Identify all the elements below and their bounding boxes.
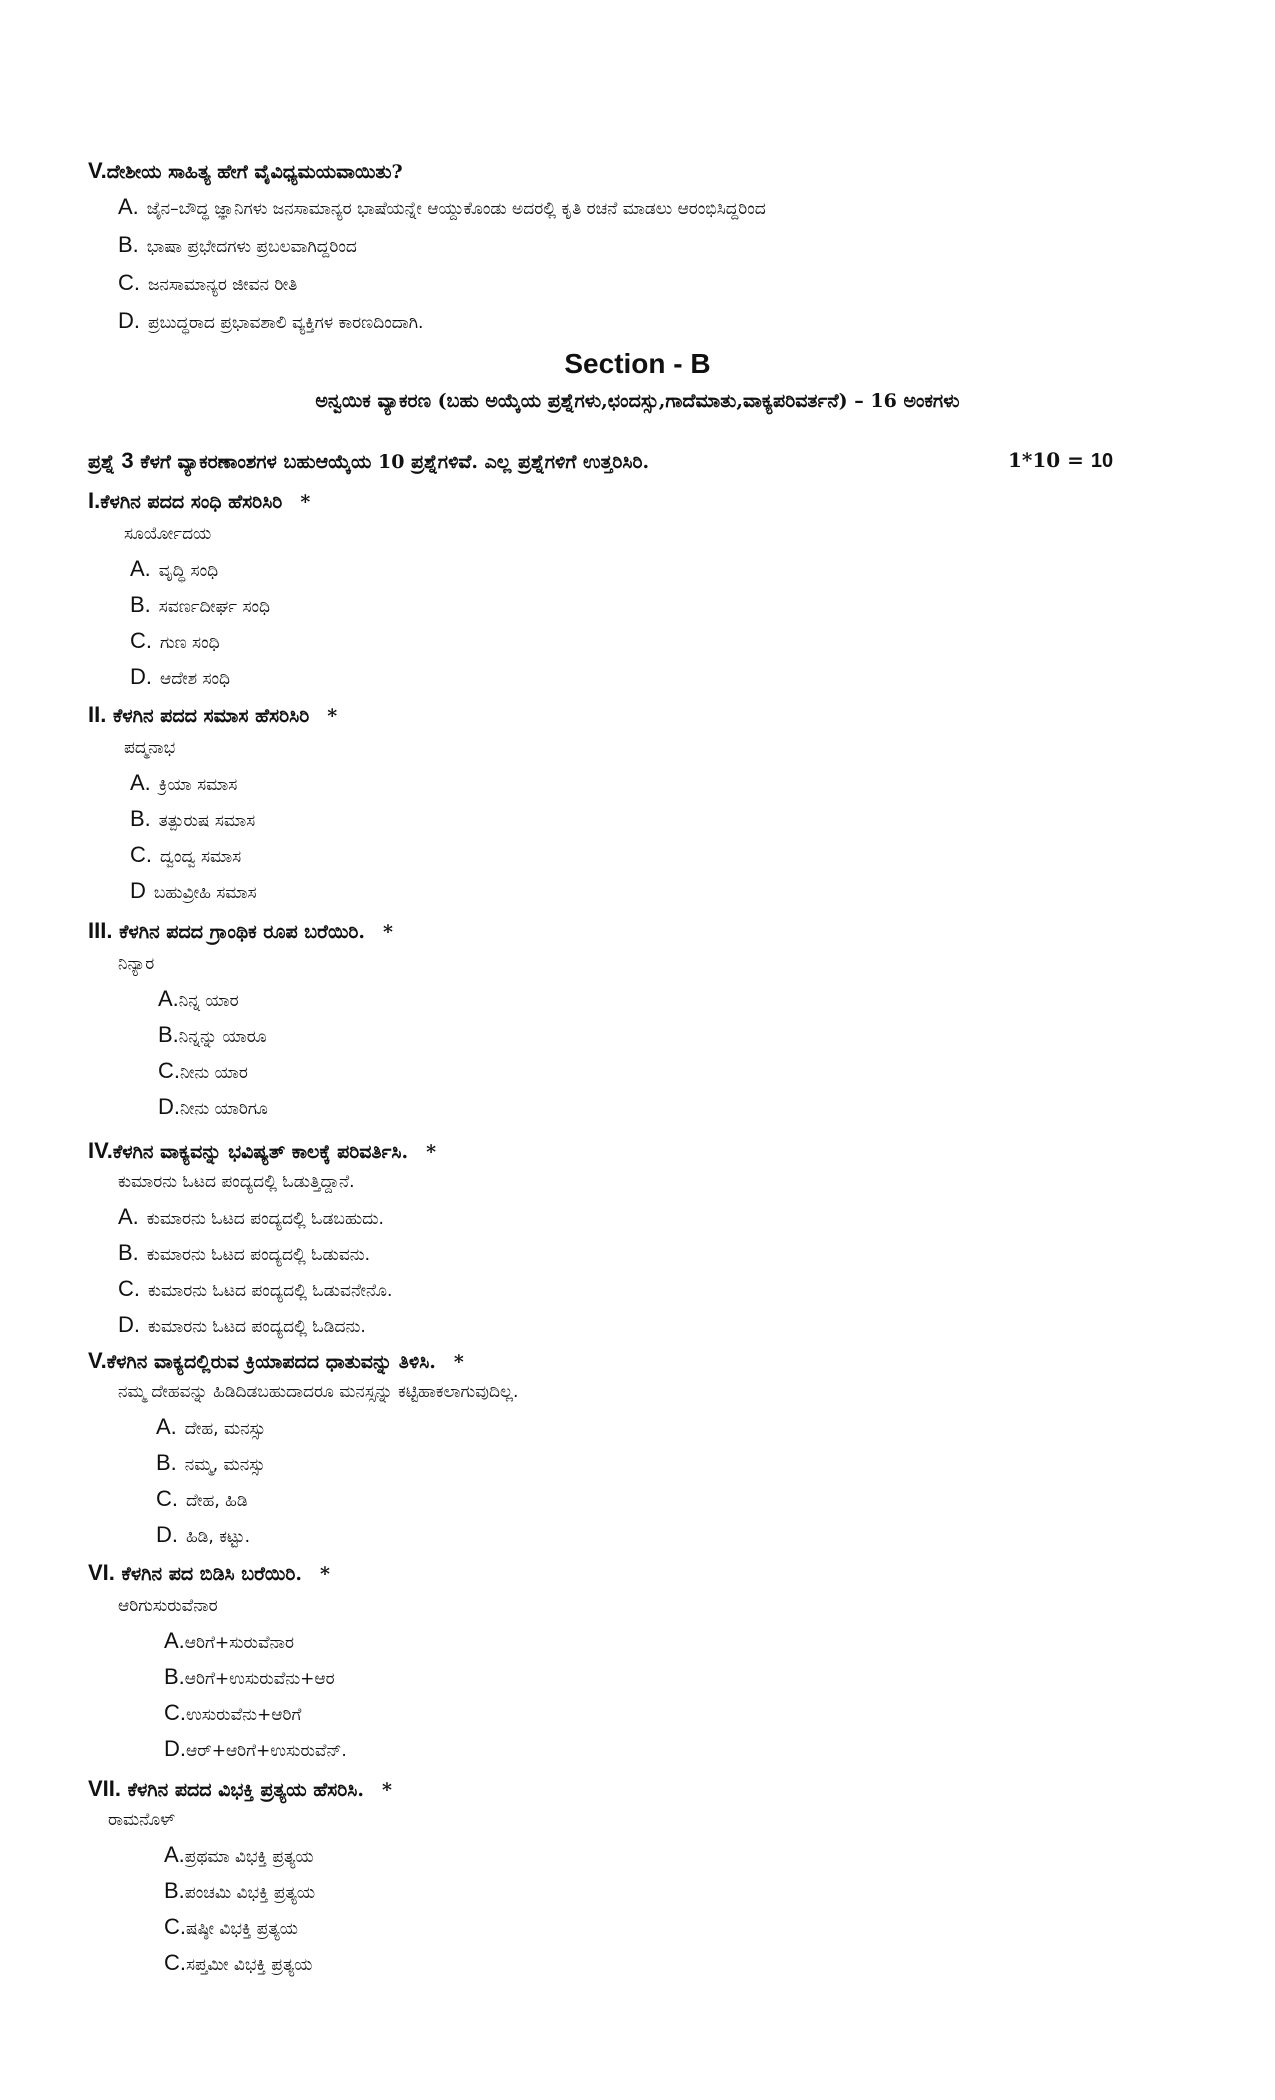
option-letter: B. [130,806,151,831]
subquestion-label: I. [88,488,101,513]
option-text: ಸವರ್ಣದೀರ್ಘ ಸಂಧಿ [158,597,270,617]
option-text: ಹಿಡಿ, ಕಟ್ಟು. [186,1527,250,1547]
option-letter: A. [118,1204,139,1229]
subquestion-prompt: ನಿನ್ಯಾರ [118,954,155,974]
option [158,986,239,1012]
option-text: ಕುಮಾರನು ಓಟದ ಪಂದ್ಯದಲ್ಲಿ ಓಡಬಹುದು. [146,1209,384,1229]
option [130,842,241,868]
subquestion-heading [88,1348,464,1374]
option-letter: C. [130,842,152,867]
option-text: ನಿನ್ನ ಯಾರ [178,991,239,1011]
subquestion-heading [88,488,310,514]
subquestion-text: ಕೆಳಗಿನ ವಾಕ್ಯದಲ್ಲಿರುವ ಕ್ರಿಯಾಪದದ ಧಾತುವನ್ನು ತಿಳಿಸಿ. [106,1351,436,1373]
subquestion-heading [88,1138,436,1164]
subquestion-prompt: ರಾಮನೊಳ್ [108,1810,175,1830]
option [130,664,230,690]
option-letter: B. [164,1664,185,1689]
question-3-label: ಪ್ರಶ್ನೆ [88,451,115,473]
option-text: ಷಷ್ಠೀ ವಿಭಕ್ತಿ ಪ್ರತ್ಯಯ [186,1919,299,1939]
required-star: * [383,921,393,943]
option-text: ಆರಿಗೆ+ಉಸುರುವೆನು+ಆರ [184,1669,335,1689]
subquestion-text: ಕೆಳಗಿನ ಪದದ ವಿಭಕ್ತಿ ಪ್ರತ್ಯಯ ಹೆಸರಿಸಿ. [127,1779,364,1801]
option-letter: C. [164,1914,186,1939]
option-text: ಉಸುರುವೆನು+ಆರಿಗೆ [186,1705,302,1725]
option [118,1240,370,1266]
option-letter: C. [130,628,152,653]
option-text: ಪ್ರಥಮಾ ವಿಭಕ್ತಿ ಪ್ರತ್ಯಯ [184,1847,314,1867]
option-letter: D. [118,308,140,333]
option-letter: B. [118,1240,139,1265]
option-text: ಆರ್+ಆರಿಗೆ+ಉಸುರುವೆನ್. [186,1741,347,1761]
option [130,628,220,654]
option-text: ನಿನ್ನನ್ನು ಯಾರೂ [178,1027,267,1047]
option [164,1914,298,1940]
subquestion-heading [88,918,393,944]
option-letter: B. [164,1878,185,1903]
option-letter: A. [164,1842,185,1867]
option [164,1736,347,1762]
option-text: ಪಂಚಮಿ ವಿಭಕ್ತಿ ಪ್ರತ್ಯಯ [184,1883,316,1903]
subquestion-text: ಕೆಳಗಿನ ಪದದ ಸಂಧಿ ಹೆಸರಿಸಿರಿ [100,491,283,513]
option-letter: A. [118,194,139,219]
option [164,1842,314,1868]
option-text: ಜೈನ–ಬೌದ್ಧ ಜ್ಞಾನಿಗಳು ಜನಸಾಮಾನ್ಯರ ಭಾಷೆಯನ್ನೇ ಆಯ್ದುಕೊಂಡು ಅದರಲ್ಲಿ ಕೃತಿ ರಚನೆ ಮಾಡಲು ಆರಂಭಿಸಿದ್ದರಿಂದ [146,199,766,219]
subquestion-prompt: ನಮ್ಮ ದೇಹವನ್ನು ಹಿಡಿದಿಡಬಹುದಾದರೂ ಮನಸ್ಸನ್ನು ಕಟ್ಟಿಹಾಕಲಾಗುವುದಿಲ್ಲ. [118,1382,519,1402]
subquestion-label: IV. [88,1138,113,1163]
option-letter: A. [164,1628,185,1653]
option-text: ನೀನು ಯಾರಿಗೂ [180,1099,268,1119]
option-letter: A. [158,986,179,1011]
option-letter: B. [158,1022,179,1047]
subquestion-heading [88,1560,330,1586]
required-star: * [319,1563,330,1585]
option-text: ದೇಹ, ಹಿಡಿ [186,1491,248,1511]
required-star: * [453,1351,464,1373]
option-letter: D. [130,664,152,689]
option [130,878,257,904]
option-letter: A. [156,1414,177,1439]
option [118,270,297,296]
option-text: ಕುಮಾರನು ಓಟದ ಪಂದ್ಯದಲ್ಲಿ ಓಡುವನೇನೊ. [148,1281,393,1301]
option-text: ದ್ವಂದ್ವ ಸಮಾಸ [160,847,242,867]
subquestion-label: VI. [88,1560,115,1585]
section-title: Section - B [564,348,711,379]
option-letter: A. [130,770,151,795]
subquestion-text: ಕೆಳಗಿನ ವಾಕ್ಯವನ್ನು ಭವಿಷ್ಯತ್ ಕಾಲಕ್ಕೆ ಪರಿವರ್ತಿಸಿ. [112,1141,409,1163]
subquestion-label: III. [88,918,113,943]
option-text: ಸಪ್ತಮೀ ವಿಭಕ್ತಿ ಪ್ರತ್ಯಯ [186,1955,313,1975]
option-letter: C. [118,270,140,295]
subquestion-text: ಕೆಳಗಿನ ಪದ ಬಿಡಿಸಿ ಬರೆಯಿರಿ. [121,1563,302,1585]
option-letter: A. [130,556,151,581]
required-star: * [426,1141,437,1163]
required-star: * [381,1779,392,1801]
option-letter: D [130,878,146,903]
option [130,592,270,618]
option [118,194,766,220]
subquestion-prompt: ಪದ್ಮನಾಭ [124,738,176,758]
question-3-number: 3 [121,448,134,473]
question-heading [88,158,403,184]
option-letter: C. [158,1058,180,1083]
subquestion-prompt: ಸೂರ್ಯೋದಯ [124,524,212,544]
option-text: ಕುಮಾರನು ಓಟದ ಪಂದ್ಯದಲ್ಲಿ ಓಡುವನು. [146,1245,371,1265]
option-text: ಪ್ರಬುದ್ಧರಾದ ಪ್ರಭಾವಶಾಲಿ ವ್ಯಕ್ತಿಗಳ ಕಾರಣದಿಂದಾಗಿ. [148,313,424,333]
option-text: ನೀನು ಯಾರ [180,1063,248,1083]
subquestion-heading [88,702,337,728]
option [158,1058,248,1084]
option [156,1414,266,1440]
required-star: * [327,705,338,727]
option-letter: C. [164,1700,186,1725]
option [164,1878,315,1904]
subquestion-text: ಕೆಳಗಿನ ಪದದ ಗ್ರಾಂಥಿಕ ರೂಪ ಬರೆಯಿರಿ. [119,921,365,943]
option [130,806,255,832]
question-label: V. [88,158,107,183]
option [130,770,237,796]
option [118,1204,384,1230]
option [156,1450,265,1476]
option-letter: B. [130,592,151,617]
option [158,1022,267,1048]
question-3-heading [88,448,649,474]
option-text: ತತ್ಪುರುಷ ಸಮಾಸ [158,811,256,831]
marks-total: 10 [1090,450,1114,472]
option [118,308,423,334]
subquestion-label: VII. [88,1776,122,1801]
option [164,1700,301,1726]
option-text: ವೃದ್ಧಿ ಸಂಧಿ [158,561,219,581]
option [158,1094,268,1120]
option [118,232,357,258]
option-letter: D. [158,1094,180,1119]
marks [1008,448,1113,473]
option-text: ಗುಣ ಸಂಧಿ [160,633,220,653]
option-text: ಆರಿಗೆ+ಸುರುವೆನಾರ [184,1633,294,1653]
required-star: * [300,491,311,513]
option-text: ಆದೇಶ ಸಂಧಿ [160,669,231,689]
option-letter: B. [118,232,139,257]
option-letter: D. [164,1736,186,1761]
option-text: ಕ್ರಿಯಾ ಸಮಾಸ [158,775,238,795]
option-letter: B. [156,1450,177,1475]
option [130,556,218,582]
question-3-text: ಕೆಳಗೆ ವ್ಯಾಕರಣಾಂಶಗಳ ಬಹುಆಯ್ಕೆಯ 10 ಪ್ರಶ್ನೆಗಳಿವೆ. ಎಲ್ಲ ಪ್ರಶ್ನೆಗಳಿಗೆ ಉತ್ತರಿಸಿರಿ. [140,451,650,473]
option [164,1628,294,1654]
option [156,1486,248,1512]
option-letter: C. [156,1486,178,1511]
subquestion-text: ಕೆಳಗಿನ ಪದದ ಸಮಾಸ ಹೆಸರಿಸಿರಿ [112,705,310,727]
option-text: ಜನಸಾಮಾನ್ಯರ ಜೀವನ ರೀತಿ [148,275,298,295]
marks-formula: 1*10 = [1008,448,1084,472]
option-text: ಭಾಷಾ ಪ್ರಭೇದಗಳು ಪ್ರಬಲವಾಗಿದ್ದರಿಂದ [146,237,357,257]
option-letter: C. [164,1950,186,1975]
section-subtitle: ಅನ್ವಯಿಕ ವ್ಯಾಕರಣ (ಬಹು ಅಯ್ಕೆಯ ಪ್ರಶ್ನೆಗಳು,ಛಂದಸ್ಸು,ಗಾದೆಮಾತು,ವಾಕ್ಯಪರಿವರ್ತನೆ) – 16 ಅಂಕಗಳು [315,390,960,412]
option-text: ದೇಹ, ಮನಸ್ಸು [184,1419,266,1439]
option [164,1664,335,1690]
subquestion-label: V. [88,1348,107,1373]
option [118,1312,366,1338]
subquestion-heading [88,1776,392,1802]
option-text: ಬಹುವ್ರೀಹಿ ಸಮಾಸ [153,883,257,903]
option-letter: D. [118,1312,140,1337]
option-text: ನಮ್ಮ, ಮನಸ್ಸು [184,1455,266,1475]
subquestion-prompt: ಆರಿಗುಸುರುವೆನಾರ [118,1596,218,1616]
option [164,1950,313,1976]
option [118,1276,392,1302]
option [156,1522,250,1548]
option-text: ಕುಮಾರನು ಓಟದ ಪಂದ್ಯದಲ್ಲಿ ಓಡಿದನು. [148,1317,366,1337]
subquestion-prompt: ಕುಮಾರನು ಓಟದ ಪಂದ್ಯದಲ್ಲಿ ಓಡುತ್ತಿದ್ದಾನೆ. [118,1172,355,1192]
option-letter: C. [118,1276,140,1301]
option-letter: D. [156,1522,178,1547]
subquestion-label: II. [88,702,107,727]
question-text: ದೇಶೀಯ ಸಾಹಿತ್ಯ ಹೇಗೆ ವೈವಿಧ್ಯಮಯವಾಯಿತು? [106,161,403,183]
